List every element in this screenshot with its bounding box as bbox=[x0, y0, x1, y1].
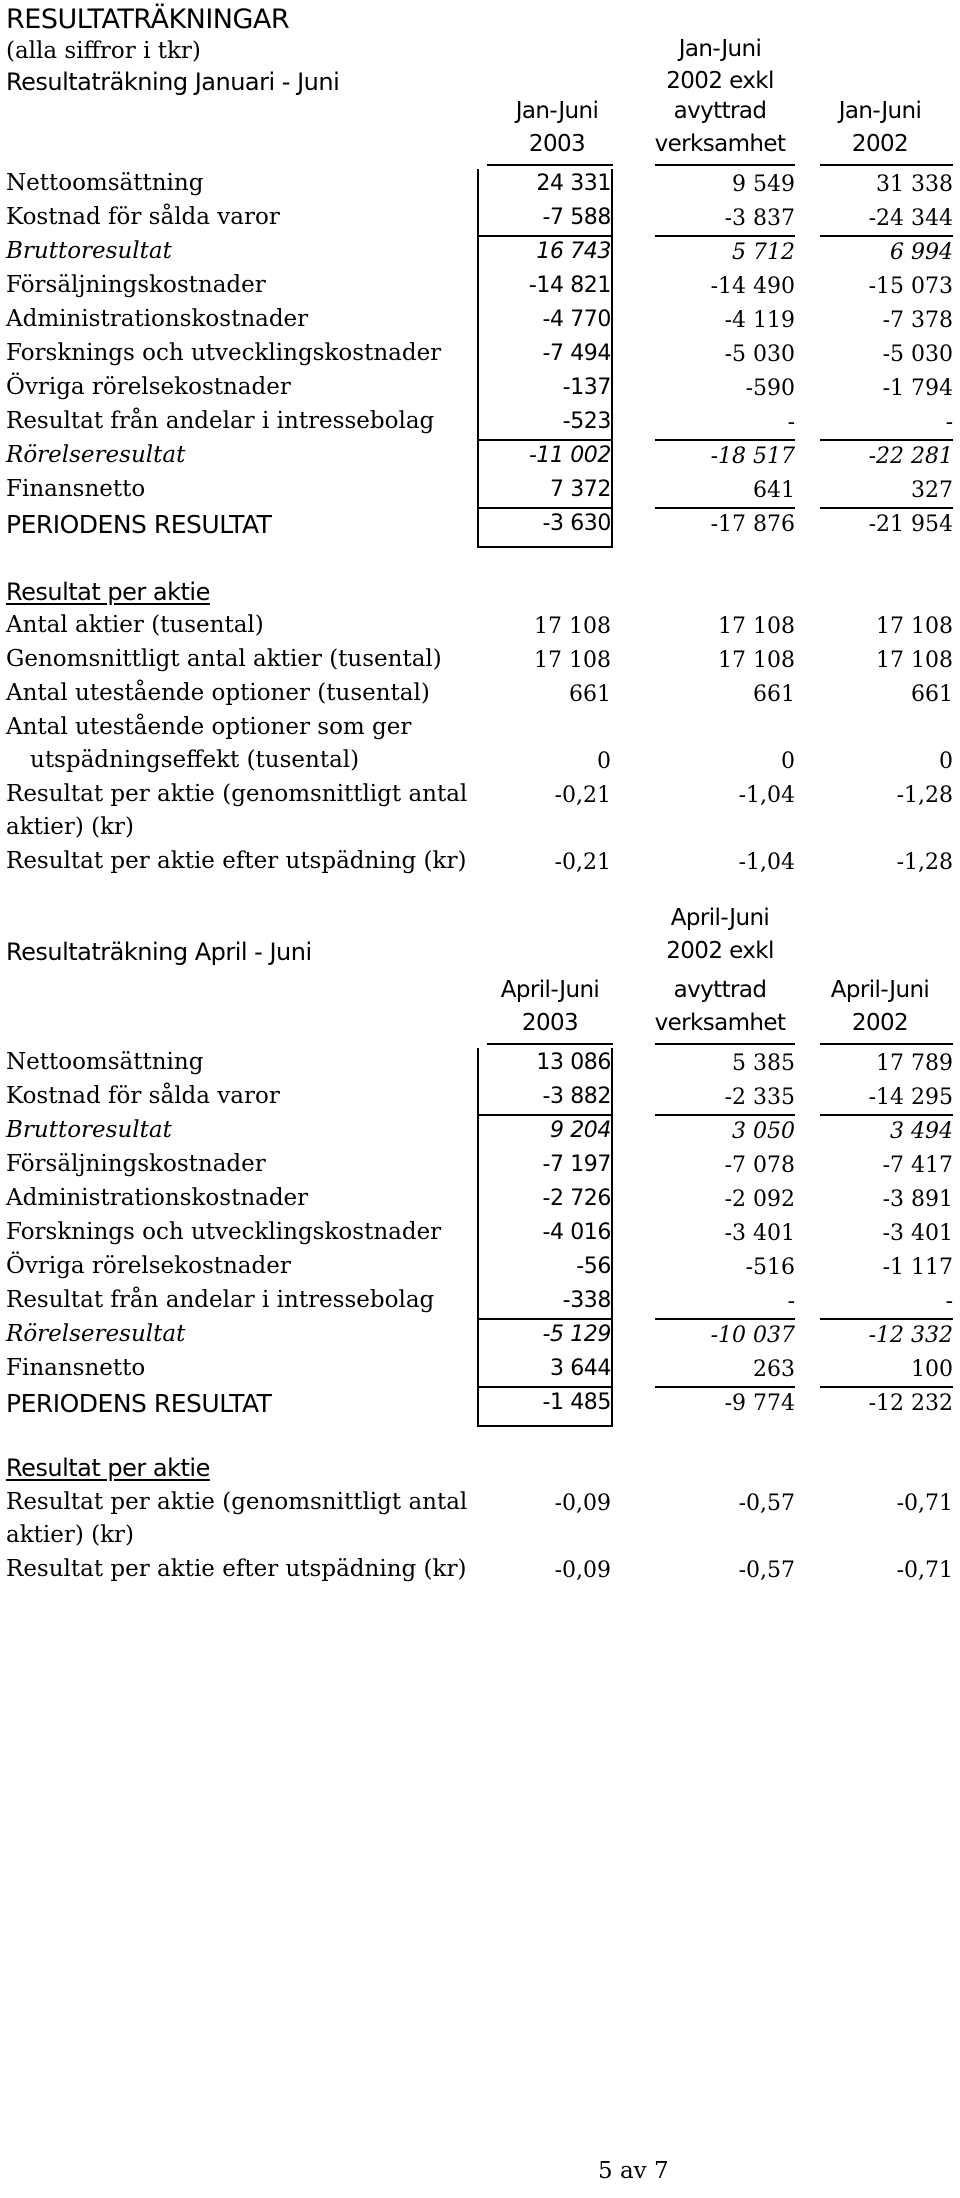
s2-row-label: Övriga rörelsekostnader bbox=[6, 1253, 291, 1279]
s1-col1-header-line1: Jan-Juni bbox=[515, 98, 599, 124]
s2-share-value: -0,57 bbox=[738, 1491, 795, 1516]
s1-col1-header-line2: 2003 bbox=[528, 131, 586, 157]
s2-row-value: -2 726 bbox=[542, 1186, 611, 1211]
s1-row-value: -14 490 bbox=[710, 274, 795, 299]
section2-title: Resultaträkning April - Juni bbox=[6, 938, 312, 966]
s2-row-label: Rörelseresultat bbox=[6, 1321, 186, 1347]
s2-row-value: 17 789 bbox=[876, 1051, 953, 1076]
s1-col3-header-line1: Jan-Juni bbox=[838, 98, 922, 124]
s2-row-label: Försäljningskostnader bbox=[6, 1151, 266, 1177]
s1-sum-rule bbox=[820, 507, 953, 509]
s2-row-value: -7 078 bbox=[724, 1153, 795, 1178]
section1-per-share-title: Resultat per aktie bbox=[6, 578, 210, 606]
s2-sum-rule bbox=[655, 1386, 795, 1388]
s2-row-value: 3 050 bbox=[732, 1119, 795, 1144]
s1-row-label: Övriga rörelsekostnader bbox=[6, 374, 291, 400]
s1-row-value: 6 994 bbox=[890, 240, 953, 265]
s1-row-value: 16 743 bbox=[536, 239, 611, 264]
s1-row-value: -22 281 bbox=[868, 444, 953, 469]
s1-share-value: -1,28 bbox=[896, 850, 953, 875]
s1-share-value: 661 bbox=[753, 682, 795, 707]
s2-sum-rule bbox=[477, 1318, 613, 1320]
s1-share-label: Antal utestående optioner som ger bbox=[6, 714, 412, 740]
s2-col1-bottom-border bbox=[477, 1425, 613, 1427]
s1-row-value: -5 030 bbox=[724, 342, 795, 367]
s1-share-value: -1,04 bbox=[738, 783, 795, 808]
s2-row-label: Administrationskostnader bbox=[6, 1185, 309, 1211]
s1-col2-header-line4: verksamhet bbox=[654, 131, 786, 157]
s2-share-label: Resultat per aktie efter utspädning (kr) bbox=[6, 1556, 467, 1582]
page-number: 5 av 7 bbox=[598, 2158, 669, 2184]
s2-row-value: 5 385 bbox=[732, 1051, 795, 1076]
s2-sum-rule bbox=[820, 1386, 953, 1388]
s2-col1-header-line1: April-Juni bbox=[500, 977, 600, 1003]
s2-row-value: -516 bbox=[745, 1255, 795, 1280]
s1-row-value: - bbox=[945, 410, 953, 435]
s2-row-value: -1 485 bbox=[542, 1390, 611, 1415]
s2-row-value: -56 bbox=[576, 1254, 611, 1279]
s2-row-value: -7 417 bbox=[882, 1153, 953, 1178]
s1-row-value: -4 119 bbox=[724, 308, 795, 333]
s2-share-value: -0,57 bbox=[738, 1558, 795, 1583]
s1-sum-rule bbox=[477, 235, 613, 237]
s2-sum-rule bbox=[655, 1318, 795, 1320]
s1-share-value: -1,04 bbox=[738, 850, 795, 875]
s1-share-label: Genomsnittligt antal aktier (tusental) bbox=[6, 646, 442, 672]
s1-row-value: -137 bbox=[562, 375, 611, 400]
s2-col2-header-line4: verksamhet bbox=[654, 1010, 786, 1036]
s1-row-label: Bruttoresultat bbox=[6, 238, 172, 264]
s1-col1-right-border bbox=[611, 169, 613, 546]
s1-col3-header-line2: 2002 bbox=[851, 131, 909, 157]
s2-row-value: -3 401 bbox=[724, 1221, 795, 1246]
s1-col2-header-line1: Jan-Juni bbox=[678, 36, 762, 62]
s1-share-value: 17 108 bbox=[876, 614, 953, 639]
s1-row-value: -24 344 bbox=[868, 206, 953, 231]
s2-col1-left-border bbox=[477, 1048, 479, 1425]
s2-row-value: 9 204 bbox=[550, 1118, 611, 1143]
s1-sum-rule bbox=[820, 439, 953, 441]
s1-row-label: Forsknings och utvecklingskostnader bbox=[6, 340, 442, 366]
s1-row-value: -7 378 bbox=[882, 308, 953, 333]
s1-share-value: -0,21 bbox=[554, 850, 611, 875]
s1-share-label-line2: utspädningseffekt (tusental) bbox=[30, 747, 360, 773]
s1-col2-header-line2: 2002 exkl bbox=[666, 68, 774, 94]
s2-col2-header-line2: 2002 exkl bbox=[666, 938, 774, 964]
s1-sum-rule bbox=[655, 507, 795, 509]
s2-col1-header-rule bbox=[487, 1043, 613, 1045]
s2-row-value: 3 494 bbox=[890, 1119, 953, 1144]
s1-row-value: -523 bbox=[562, 409, 611, 434]
s1-row-value: 327 bbox=[911, 478, 953, 503]
s1-row-value: 641 bbox=[753, 478, 795, 503]
s1-share-value: -1,28 bbox=[896, 783, 953, 808]
s1-row-label: Kostnad för sålda varor bbox=[6, 204, 280, 230]
s1-row-value: -18 517 bbox=[710, 444, 795, 469]
document-subtitle: (alla siffror i tkr) bbox=[6, 38, 201, 64]
s1-row-value: -1 794 bbox=[882, 376, 953, 401]
s1-row-value: -3 837 bbox=[724, 206, 795, 231]
s2-row-value: -12 232 bbox=[868, 1391, 953, 1416]
s2-row-value: - bbox=[945, 1289, 953, 1314]
s2-col3-header-rule bbox=[820, 1043, 953, 1045]
s2-row-value: -1 117 bbox=[882, 1255, 953, 1280]
s2-share-value: -0,71 bbox=[896, 1558, 953, 1583]
s2-col2-header-line3: avyttrad bbox=[673, 977, 767, 1003]
s2-row-value: -10 037 bbox=[710, 1323, 795, 1348]
s1-share-value: 17 108 bbox=[718, 648, 795, 673]
document-title: RESULTATRÄKNINGAR bbox=[6, 4, 290, 35]
s1-share-label: Antal aktier (tusental) bbox=[6, 612, 264, 638]
section1-title: Resultaträkning Januari - Juni bbox=[6, 68, 340, 96]
s1-row-label: Administrationskostnader bbox=[6, 306, 309, 332]
s1-share-value: 0 bbox=[939, 749, 953, 774]
s2-share-value: -0,09 bbox=[554, 1491, 611, 1516]
s2-share-value: -0,09 bbox=[554, 1558, 611, 1583]
s1-share-value: 661 bbox=[569, 682, 611, 707]
s2-row-label: Nettoomsättning bbox=[6, 1049, 204, 1075]
s2-row-label: PERIODENS RESULTAT bbox=[6, 1389, 272, 1418]
s2-row-value: -14 295 bbox=[868, 1085, 953, 1110]
s1-row-value: -5 030 bbox=[882, 342, 953, 367]
s1-share-value: 17 108 bbox=[534, 648, 611, 673]
s1-row-value: -17 876 bbox=[710, 512, 795, 537]
s2-col1-header-line2: 2003 bbox=[521, 1010, 579, 1036]
s2-share-value: -0,71 bbox=[896, 1491, 953, 1516]
s1-col1-left-border bbox=[477, 169, 479, 546]
s2-row-value: -3 401 bbox=[882, 1221, 953, 1246]
s1-row-value: -15 073 bbox=[868, 274, 953, 299]
s2-col3-header-line2: 2002 bbox=[851, 1010, 909, 1036]
s2-row-value: -9 774 bbox=[724, 1391, 795, 1416]
s1-row-label: Resultat från andelar i intressebolag bbox=[6, 408, 435, 434]
s2-row-value: -338 bbox=[562, 1288, 611, 1313]
s2-sum-rule bbox=[477, 1386, 613, 1388]
s1-share-label-line2: aktier) (kr) bbox=[6, 814, 135, 840]
s1-row-label: Nettoomsättning bbox=[6, 170, 204, 196]
s1-share-value: 0 bbox=[597, 749, 611, 774]
s1-sum-rule bbox=[477, 439, 613, 441]
s1-row-value: 7 372 bbox=[550, 477, 611, 502]
s1-row-label: Försäljningskostnader bbox=[6, 272, 266, 298]
s1-share-value: -0,21 bbox=[554, 783, 611, 808]
s1-row-value: 9 549 bbox=[732, 172, 795, 197]
s2-share-label: Resultat per aktie (genomsnittligt antal bbox=[6, 1489, 468, 1515]
s1-col2-header-rule bbox=[655, 164, 795, 166]
s2-row-value: -2 335 bbox=[724, 1085, 795, 1110]
s2-row-label: Forsknings och utvecklingskostnader bbox=[6, 1219, 442, 1245]
s2-row-value: - bbox=[787, 1289, 795, 1314]
s1-row-value: 24 331 bbox=[536, 171, 611, 196]
s1-sum-rule bbox=[477, 507, 613, 509]
s1-share-label: Resultat per aktie (genomsnittligt antal bbox=[6, 781, 468, 807]
s1-share-value: 17 108 bbox=[876, 648, 953, 673]
s1-share-value: 17 108 bbox=[718, 614, 795, 639]
s1-sum-rule bbox=[655, 439, 795, 441]
s2-row-value: -2 092 bbox=[724, 1187, 795, 1212]
s1-col3-header-rule bbox=[820, 164, 953, 166]
s1-share-value: 661 bbox=[911, 682, 953, 707]
s1-row-value: 5 712 bbox=[732, 240, 795, 265]
s1-row-label: Finansnetto bbox=[6, 476, 146, 502]
s2-col2-header-rule bbox=[655, 1043, 795, 1045]
s2-row-value: -7 197 bbox=[542, 1152, 611, 1177]
s2-sum-rule bbox=[655, 1114, 795, 1116]
s2-col1-right-border bbox=[611, 1048, 613, 1425]
s1-sum-rule bbox=[655, 235, 795, 237]
s2-row-label: Finansnetto bbox=[6, 1355, 146, 1381]
s1-share-label: Resultat per aktie efter utspädning (kr) bbox=[6, 848, 467, 874]
s2-row-value: -3 882 bbox=[542, 1084, 611, 1109]
s2-row-label: Kostnad för sålda varor bbox=[6, 1083, 280, 1109]
s1-row-value: -14 821 bbox=[528, 273, 611, 298]
s2-row-value: -5 129 bbox=[542, 1322, 611, 1347]
s1-share-label: Antal utestående optioner (tusental) bbox=[6, 680, 430, 706]
s1-row-value: -590 bbox=[745, 376, 795, 401]
s1-row-value: -11 002 bbox=[528, 443, 611, 468]
s1-row-label: PERIODENS RESULTAT bbox=[6, 510, 272, 539]
s2-sum-rule bbox=[820, 1318, 953, 1320]
s1-row-value: -3 630 bbox=[542, 511, 611, 536]
section2-per-share-title: Resultat per aktie bbox=[6, 1454, 210, 1482]
s2-row-value: -4 016 bbox=[542, 1220, 611, 1245]
s2-col2-header-line1: April-Juni bbox=[670, 905, 770, 931]
s2-col3-header-line1: April-Juni bbox=[830, 977, 930, 1003]
s2-sum-rule bbox=[820, 1114, 953, 1116]
s2-row-value: 13 086 bbox=[536, 1050, 611, 1075]
s1-row-value: - bbox=[787, 410, 795, 435]
s2-row-value: -12 332 bbox=[868, 1323, 953, 1348]
s1-row-value: -4 770 bbox=[542, 307, 611, 332]
s1-row-value: -7 494 bbox=[542, 341, 611, 366]
s2-row-value: 3 644 bbox=[550, 1356, 611, 1381]
s1-col1-header-rule bbox=[487, 164, 613, 166]
s1-col2-header-line3: avyttrad bbox=[673, 98, 767, 124]
s1-row-value: -7 588 bbox=[542, 205, 611, 230]
s2-row-label: Resultat från andelar i intressebolag bbox=[6, 1287, 435, 1313]
s2-row-label: Bruttoresultat bbox=[6, 1117, 172, 1143]
s2-row-value: 100 bbox=[911, 1357, 953, 1382]
s2-sum-rule bbox=[477, 1114, 613, 1116]
s1-share-value: 0 bbox=[781, 749, 795, 774]
s2-row-value: 263 bbox=[753, 1357, 795, 1382]
s1-share-value: 17 108 bbox=[534, 614, 611, 639]
s1-row-label: Rörelseresultat bbox=[6, 442, 186, 468]
s1-row-value: -21 954 bbox=[868, 512, 953, 537]
s1-col1-bottom-border bbox=[477, 546, 613, 548]
s1-sum-rule bbox=[820, 235, 953, 237]
s1-row-value: 31 338 bbox=[876, 172, 953, 197]
s2-row-value: -3 891 bbox=[882, 1187, 953, 1212]
s2-share-label-line2: aktier) (kr) bbox=[6, 1522, 135, 1548]
